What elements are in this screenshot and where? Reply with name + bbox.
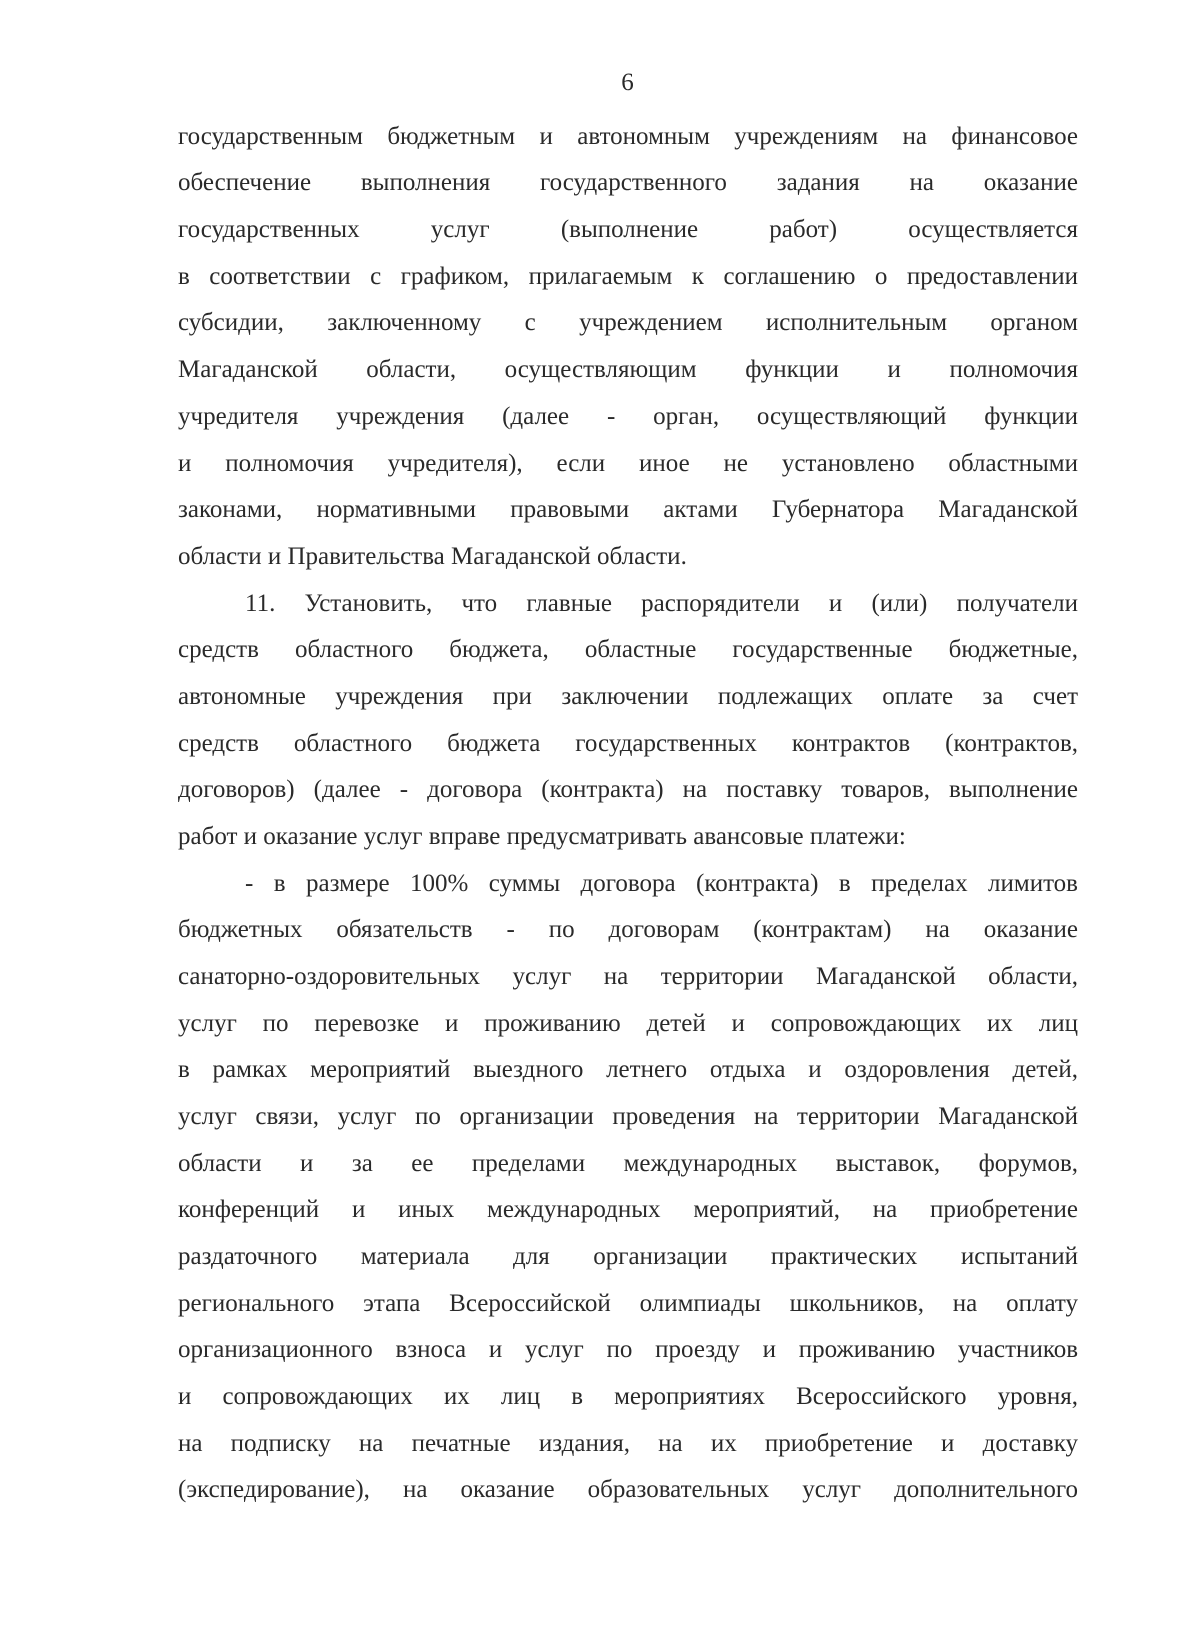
text-line: договоров) (далее - договора (контракта) на поставку товаров, выполнение (178, 776, 1078, 803)
text-line: законами, нормативными правовыми актами Губернатора Магаданской (178, 496, 1078, 523)
text-line: обеспечение выполнения государственного задания на оказание (178, 169, 1078, 196)
text-line: области и Правительства Магаданской области. (178, 543, 687, 570)
text-line: (экспедирование), на оказание образовательных услуг дополнительного (178, 1476, 1078, 1503)
paragraph-first-line: 11. Установить, что главные распорядители и (или) получатели (245, 590, 1078, 617)
text-line: средств областного бюджета, областные государственные бюджетные, (178, 636, 1078, 663)
text-line: области и за ее пределами международных выставок, форумов, (178, 1150, 1078, 1177)
text-line: и полномочия учредителя), если иное не установлено областными (178, 450, 1078, 477)
text-line: учредителя учреждения (далее - орган, осуществляющий функции (178, 403, 1078, 430)
text-line: регионального этапа Всероссийской олимпиады школьников, на оплату (178, 1290, 1078, 1317)
paragraph-first-line: - в размере 100% суммы договора (контракта) в пределах лимитов (245, 870, 1078, 897)
text-line: работ и оказание услуг вправе предусматривать авансовые платежи: (178, 823, 906, 850)
text-line: на подписку на печатные издания, на их приобретение и доставку (178, 1430, 1078, 1457)
text-line: и сопровождающих их лиц в мероприятиях Всероссийского уровня, (178, 1383, 1078, 1410)
text-line: организационного взноса и услуг по проезду и проживанию участников (178, 1336, 1078, 1363)
text-line: автономные учреждения при заключении подлежащих оплате за счет (178, 683, 1078, 710)
text-line: субсидии, заключенному с учреждением исполнительным органом (178, 309, 1078, 336)
text-line: средств областного бюджета государственных контрактов (контрактов, (178, 730, 1078, 757)
page-number: 6 (621, 69, 634, 96)
text-line: бюджетных обязательств - по договорам (контрактам) на оказание (178, 916, 1078, 943)
text-line: раздаточного материала для организации практических испытаний (178, 1243, 1078, 1270)
text-line: конференций и иных международных мероприятий, на приобретение (178, 1196, 1078, 1223)
text-line: в соответствии с графиком, прилагаемым к соглашению о предоставлении (178, 263, 1078, 290)
text-line: санаторно-оздоровительных услуг на территории Магаданской области, (178, 963, 1078, 990)
text-line: в рамках мероприятий выездного летнего отдыха и оздоровления детей, (178, 1056, 1078, 1083)
text-line: услуг связи, услуг по организации проведения на территории Магаданской (178, 1103, 1078, 1130)
text-line: Магаданской области, осуществляющим функции и полномочия (178, 356, 1078, 383)
text-line: государственных услуг (выполнение работ) осуществляется (178, 216, 1078, 243)
text-line: государственным бюджетным и автономным учреждениям на финансовое (178, 123, 1078, 150)
text-line: услуг по перевозке и проживанию детей и сопровождающих их лиц (178, 1010, 1078, 1037)
